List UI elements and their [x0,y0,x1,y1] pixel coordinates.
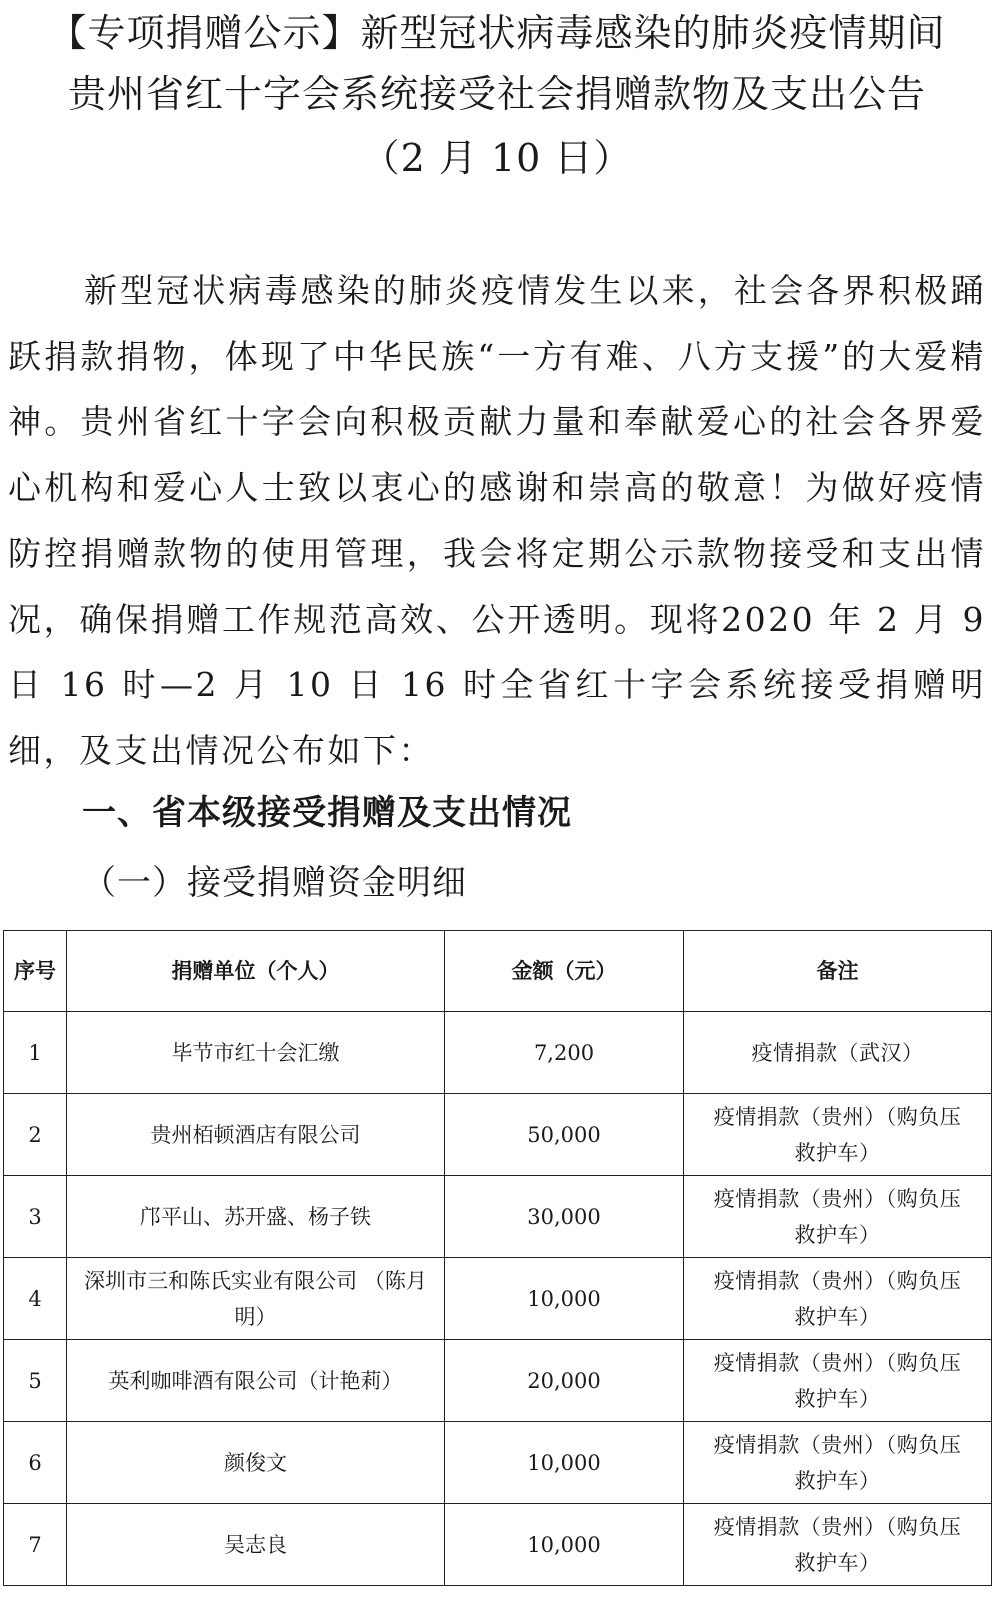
row-no: 3 [4,1176,67,1258]
table-row [4,1012,992,1094]
donor-name: 吴志良 [224,1532,287,1557]
donor-name: 英利咖啡酒有限公司（计艳莉） [108,1368,403,1393]
row-no: 5 [4,1340,67,1422]
row-donor [67,1340,445,1422]
table-row [4,1422,992,1504]
note-line-2: 救护车） [794,1140,881,1165]
column-header-donor: 捐赠单位（个人） [67,931,445,1012]
row-note [684,1012,992,1094]
row-donor [67,1504,445,1586]
document-title-line-2: 贵州省红十字会系统接受社会捐赠款物及支出公告 [67,72,926,116]
document-title-line-1: 【专项捐赠公示】新型冠状病毒感染的肺炎疫情期间 [48,11,946,55]
row-no: 1 [4,1012,67,1094]
table-row [4,1258,992,1340]
row-donor [67,1094,445,1176]
row-note [684,1340,992,1422]
row-note [684,1094,992,1176]
row-amount: 20,000 [445,1340,684,1422]
donor-name: 深圳市三和陈氏实业有限公司 [84,1268,358,1293]
donation-table [3,930,992,1586]
donor-name: 贵州栢顿酒店有限公司 [150,1122,361,1147]
row-amount: 10,000 [445,1504,684,1586]
table-row [4,1340,992,1422]
donor-name: 邝平山、苏开盛、杨子铁 [140,1204,371,1229]
column-header-note: 备注 [684,931,992,1012]
donor-name: 颜俊文 [224,1450,287,1475]
table-header-row [4,931,992,1012]
row-amount: 30,000 [445,1176,684,1258]
note-line-1: 疫情捐款（贵州）（购负压 [713,1186,962,1211]
row-note [684,1422,992,1504]
note-line-1: 疫情捐款（武汉） [751,1040,924,1065]
note-line-2: 救护车） [794,1550,881,1575]
column-header-no: 序号 [4,931,67,1012]
donor-name-line-2: （陈月明） [234,1268,427,1329]
intro-paragraph: 新型冠状病毒感染的肺炎疫情发生以来，社会各界积极踊跃捐款捐物，体现了中华民族“一方有难、八方支援”的大爱精神。贵州省红十字会向积极贡献力量和奉献爱心的社会各界爱心机构和爱心人士致以衷心的感谢和崇高的敬意！为做好疫情防控捐赠款物的使用管理，我会将定期公示款物接受和支出情况，确保捐赠工作规范高效、公开透明。现将2020 年 2 月 9 日 16 时—2 月 10 日 16 时全省红十字会系统接受捐赠明细，及支出情况公布如下： [8,271,986,770]
note-line-1: 疫情捐款（贵州）（购负压 [713,1432,962,1457]
subsection-heading: （一）接受捐赠资金明细 [82,863,467,903]
note-line-1: 疫情捐款（贵州）（购负压 [713,1350,962,1375]
row-amount: 7,200 [445,1012,684,1094]
table-row [4,1176,992,1258]
row-amount: 10,000 [445,1422,684,1504]
table-row [4,1094,992,1176]
document-date: （2 月 10 日） [361,136,633,180]
row-donor [67,1176,445,1258]
row-no: 4 [4,1258,67,1340]
row-note [684,1504,992,1586]
column-header-amount: 金额（元） [445,931,684,1012]
row-donor [67,1258,445,1340]
note-line-1: 疫情捐款（贵州）（购负压 [713,1268,962,1293]
table-row [4,1504,992,1586]
note-line-2: 救护车） [794,1386,881,1411]
donor-name: 毕节市红十会汇缴 [171,1040,340,1065]
row-donor [67,1012,445,1094]
row-donor [67,1422,445,1504]
note-line-1: 疫情捐款（贵州）（购负压 [713,1104,962,1129]
note-line-2: 救护车） [794,1304,881,1329]
row-no: 7 [4,1504,67,1586]
row-amount: 50,000 [445,1094,684,1176]
note-line-1: 疫情捐款（贵州）（购负压 [713,1514,962,1539]
row-no: 2 [4,1094,67,1176]
row-no: 6 [4,1422,67,1504]
note-line-2: 救护车） [794,1222,881,1247]
note-line-2: 救护车） [794,1468,881,1493]
row-note [684,1258,992,1340]
row-amount: 10,000 [445,1258,684,1340]
row-note [684,1176,992,1258]
section-heading: 一、省本级接受捐赠及支出情况 [82,793,572,833]
